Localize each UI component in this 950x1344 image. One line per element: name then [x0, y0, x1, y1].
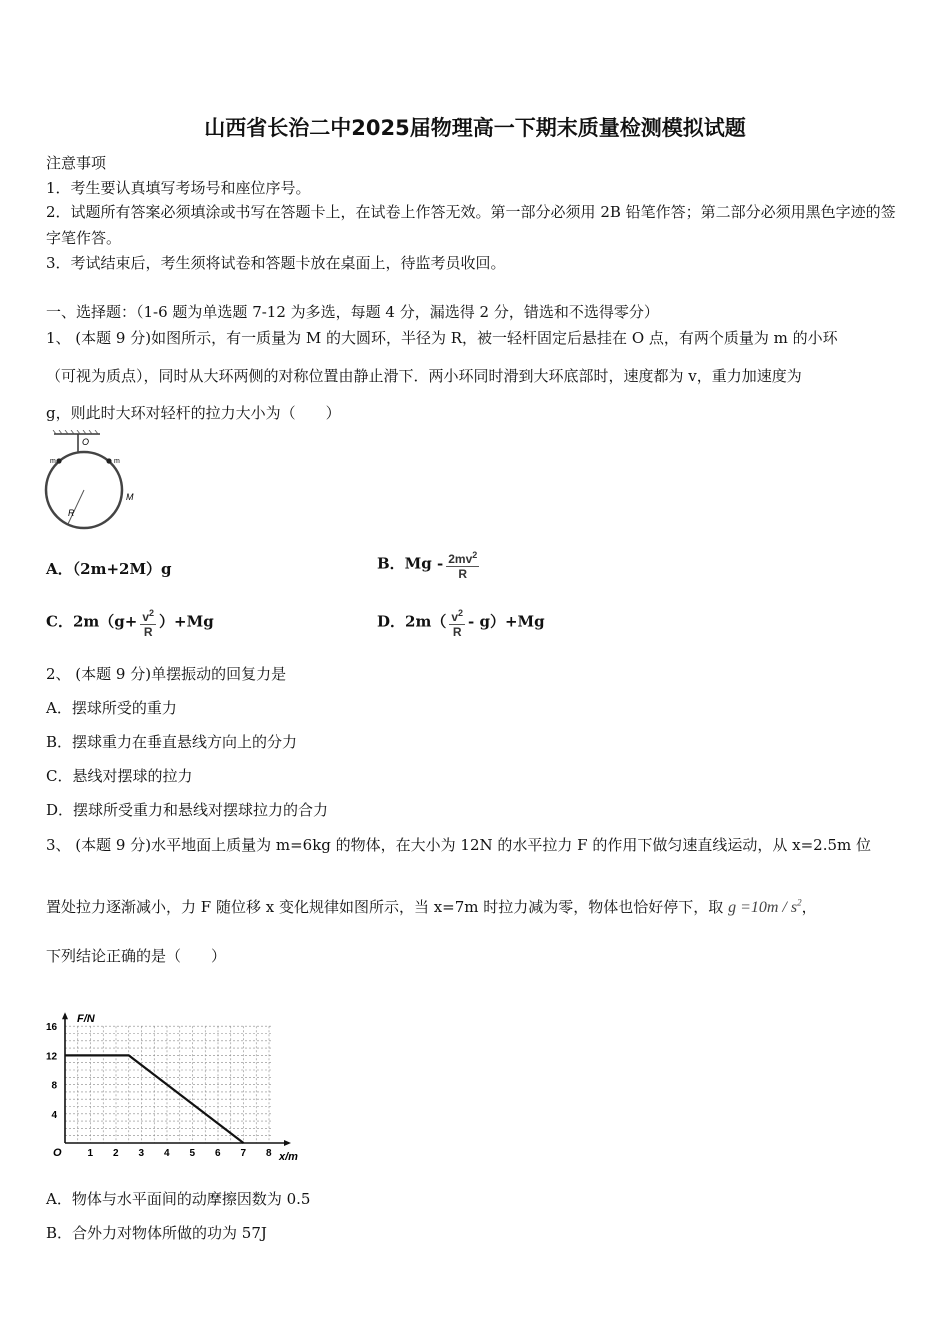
notice-item-3: 3．考试结束后，考生须将试卷和答题卡放在桌面上，待监考员收回。: [46, 254, 506, 272]
x-tick-label: 4: [164, 1148, 170, 1159]
q1-option-c-suffix: ）+Mg: [159, 612, 214, 631]
x-tick-label: 8: [266, 1148, 272, 1159]
small-ring-left: [56, 458, 61, 463]
notice-item-1: 1．考生要认真填写考场号和座位序号。: [46, 179, 311, 197]
q3-option-b: B．合外力对物体所做的功为 57J: [46, 1224, 267, 1242]
q3-option-a: A．物体与水平面间的动摩擦因数为 0.5: [46, 1190, 311, 1208]
q1-option-c-prefix: C．2m（g+: [46, 612, 138, 631]
q1-option-d-exponent: 2: [458, 608, 464, 618]
q1-option-b-exponent: 2: [472, 550, 478, 560]
q1-option-a: A．（2m+2M）g: [46, 560, 172, 578]
x-axis-arrow: [284, 1140, 291, 1146]
q1-option-b-numerator: 2mv: [448, 552, 473, 566]
x-tick-label: 3: [138, 1148, 145, 1159]
section-heading: 一、选择题：（1-6 题为单选题 7-12 为多选，每题 4 分，漏选得 2 分，错选和不选得零分）: [46, 303, 659, 321]
q2-stem: 2、 (本题 9 分)单摆振动的回复力是: [46, 665, 287, 683]
q1-option-c-fraction: [140, 606, 156, 639]
q1-option-c-exponent: 2: [149, 608, 155, 618]
notice-item-2: 2．试题所有答案必须填涂或书写在答题卡上，在试卷上作答无效。第一部分必须用 2B 铅笔作答；第二部分必须用黑色字迹的签字笔作答。: [46, 203, 896, 247]
x-tick-label: 5: [189, 1148, 196, 1159]
q3-line-2-end: ，: [801, 898, 817, 916]
q3-line-1: 3、 (本题 9 分)水平地面上质量为 m=6kg 的物体，在大小为 12N 的水平拉力 F 的作用下做匀速直线运动，从 x=2.5m 位: [46, 836, 871, 854]
q2-option-b: B．摆球重力在垂直悬线方向上的分力: [46, 733, 298, 751]
x-axis-label: x/m: [279, 1151, 298, 1163]
q1-option-b-fraction: [446, 548, 479, 581]
q1-option-d-prefix: D．2m（: [377, 612, 447, 631]
small-ring-right: [106, 458, 111, 463]
y-axis-label: F/N: [77, 1013, 95, 1026]
q1-option-b-prefix: B．Mg -: [377, 554, 444, 573]
q1-option-d-numerator: v: [451, 610, 459, 624]
label-R: R: [68, 508, 75, 518]
q1-option-d-suffix: - g）+Mg: [468, 612, 545, 631]
q2-option-d: D．摆球所受重力和悬线对摆球拉力的合力: [46, 801, 329, 819]
q3-line-2: [46, 896, 817, 917]
y-tick-label: 4: [51, 1109, 58, 1121]
q2-option-a: A．摆球所受的重力: [46, 699, 177, 717]
q1-option-d-fraction: [449, 606, 465, 639]
q1-line-1: 1、 (本题 9 分)如图所示，有一质量为 M 的大圆环，半径为 R，被一轻杆固定后悬挂在 O 点，有两个质量为 m 的小环: [46, 329, 838, 347]
q1-option-c-denominator: R: [143, 625, 153, 639]
q1-option-c-numerator: v: [142, 610, 149, 624]
g-formula: [728, 899, 802, 916]
radius-line: [68, 490, 84, 524]
notice-heading: 注意事项: [46, 154, 107, 172]
origin-label: O: [53, 1147, 62, 1159]
g-formula-base: g =10m / s: [728, 899, 798, 916]
q3-line-3: 下列结论正确的是（ ）: [46, 947, 227, 965]
g-formula-exponent: 2: [797, 897, 802, 908]
x-tick-label: 7: [240, 1148, 247, 1159]
y-tick-label: 8: [51, 1080, 58, 1092]
ring-figure: [40, 430, 140, 534]
x-tick-label: 2: [113, 1148, 119, 1159]
q1-line-3: g，则此时大环对轻杆的拉力大小为（ ）: [46, 404, 341, 422]
label-m-right: m: [114, 458, 120, 465]
q1-option-d: [377, 606, 545, 639]
q1-option-d-denominator: R: [452, 625, 462, 639]
label-O: O: [82, 437, 90, 447]
q1-line-2: （可视为质点），同时从大环两侧的对称位置由静止滑下．两小环同时滑到大环底部时，速度都为 v，重力加速度为: [46, 367, 802, 385]
q1-option-b-denominator: R: [458, 567, 468, 581]
y-tick-label: 12: [46, 1051, 58, 1063]
label-M: M: [126, 492, 134, 502]
page-title: 山西省长治二中2025届物理高一下期末质量检测模拟试题: [204, 116, 746, 140]
x-tick-label: 6: [215, 1148, 221, 1159]
label-m-left: m: [50, 458, 56, 465]
q2-option-c: C．悬线对摆球的拉力: [46, 767, 193, 785]
x-tick-label: 1: [87, 1148, 94, 1159]
force-displacement-chart: [40, 985, 310, 1165]
q1-option-c: [46, 606, 214, 639]
q1-option-b: [377, 548, 482, 581]
q3-line-2-text: 置处拉力逐渐减小，力 F 随位移 x 变化规律如图所示，当 x=7m 时拉力减为零，物体也恰好停下，取: [46, 898, 724, 916]
y-tick-label: 16: [46, 1022, 58, 1034]
y-axis-arrow: [62, 1012, 68, 1019]
